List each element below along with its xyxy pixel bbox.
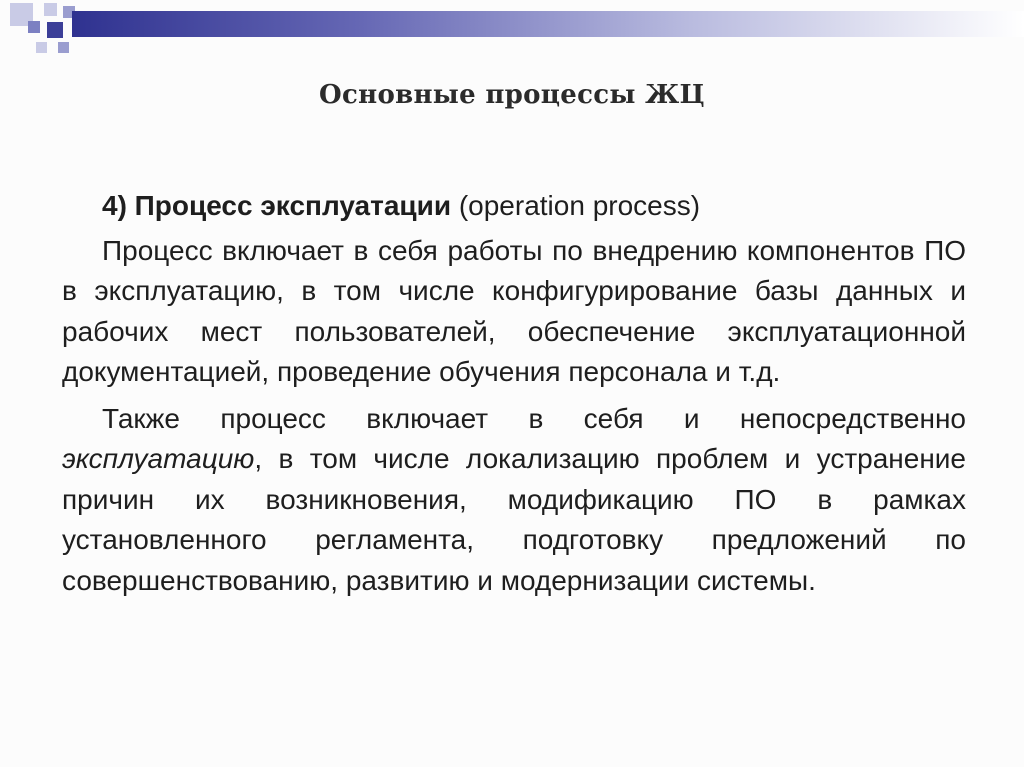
- paragraph-2-italic: эксплуатацию: [62, 443, 255, 474]
- decor-square: [58, 42, 69, 53]
- paragraph-2: [62, 399, 966, 602]
- section-heading-english: (operation process): [451, 190, 701, 221]
- paragraph-2-end: , в том числе локализацию проблем и устранение причин их возникновения, модификацию ПО в рамках установленного регламента, подготовку предложений по совершенствованию, развитию и модернизации системы.: [62, 443, 966, 596]
- header-gradient-bar: [72, 11, 1024, 37]
- slide-title: Основные процессы ЖЦ: [319, 80, 705, 110]
- slide-body: [62, 186, 966, 607]
- decor-square: [36, 42, 47, 53]
- decor-square: [28, 21, 40, 33]
- decor-square: [47, 22, 63, 38]
- decor-square: [44, 3, 57, 16]
- section-heading-bold: 4) Процесс эксплуатации: [102, 190, 452, 221]
- header-decoration: [0, 0, 1024, 60]
- section-heading: [62, 186, 966, 227]
- paragraph-1: Процесс включает в себя работы по внедрению компонентов ПО в эксплуатацию, в том числе конфигурирование базы данных и рабочих мест пользователей, обеспечение эксплуатационной документацией, проведение обучения персонала и т.д.: [62, 234, 966, 387]
- paragraph-2-start: Также процесс включает в себя и непосредственно: [102, 402, 966, 434]
